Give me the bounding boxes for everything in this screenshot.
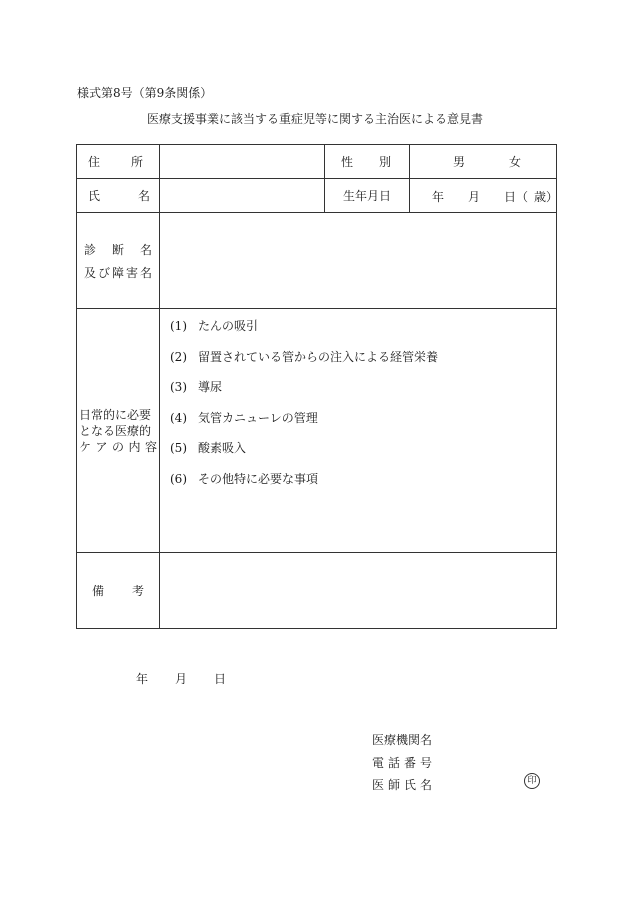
care-item: (5) 酸素吸入: [170, 441, 247, 455]
document-title: 医療支援事業に該当する重症児等に関する主治医による意見書: [146, 112, 483, 126]
address-label-cell: 住 所: [77, 145, 160, 179]
gender-label-cell: 性 別: [325, 145, 410, 179]
gender-male-option[interactable]: 男: [453, 155, 466, 169]
institution-name-label: 医療機関名: [372, 733, 433, 747]
birthdate-field[interactable]: 年 月 日（ 歳）: [410, 179, 557, 213]
care-item: (4) 気管カニューレの管理: [170, 410, 318, 425]
opinion-form-table: [76, 144, 557, 629]
remarks-label-cell: 備 考: [77, 553, 160, 629]
care-item: (6) その他特に必要な事項: [170, 471, 319, 486]
remarks-field[interactable]: [160, 553, 557, 629]
issue-date[interactable]: 年 月 日: [136, 672, 226, 686]
signature-block: [372, 731, 432, 799]
birthdate-label-cell: 生年月日: [325, 179, 410, 213]
care-content-field[interactable]: [160, 309, 557, 553]
seal-icon: 印: [524, 773, 540, 789]
name-label-cell: 氏 名: [77, 179, 160, 213]
diagnosis-label-cell: 診 断 名 及 び 障 害 名: [77, 213, 160, 309]
diagnosis-field[interactable]: [160, 213, 557, 309]
care-label-cell: 日常的に必要 となる医療的 ケ ア の 内 容: [77, 309, 160, 553]
care-item: (1) たんの吸引: [170, 319, 259, 333]
gender-field[interactable]: [410, 145, 557, 179]
form-number: 様式第8号（第9条関係）: [77, 86, 213, 100]
name-field[interactable]: [160, 179, 325, 213]
address-field[interactable]: [160, 145, 325, 179]
care-items-list: [160, 309, 556, 502]
doctor-name-label: 医 師 氏 名: [372, 778, 432, 792]
phone-number-label: 電 話 番 号: [372, 755, 432, 770]
gender-female-option[interactable]: 女: [508, 155, 521, 169]
care-item: (3) 導尿: [170, 380, 223, 394]
care-item: (2) 留置されている管からの注入による経管栄養: [170, 349, 439, 364]
